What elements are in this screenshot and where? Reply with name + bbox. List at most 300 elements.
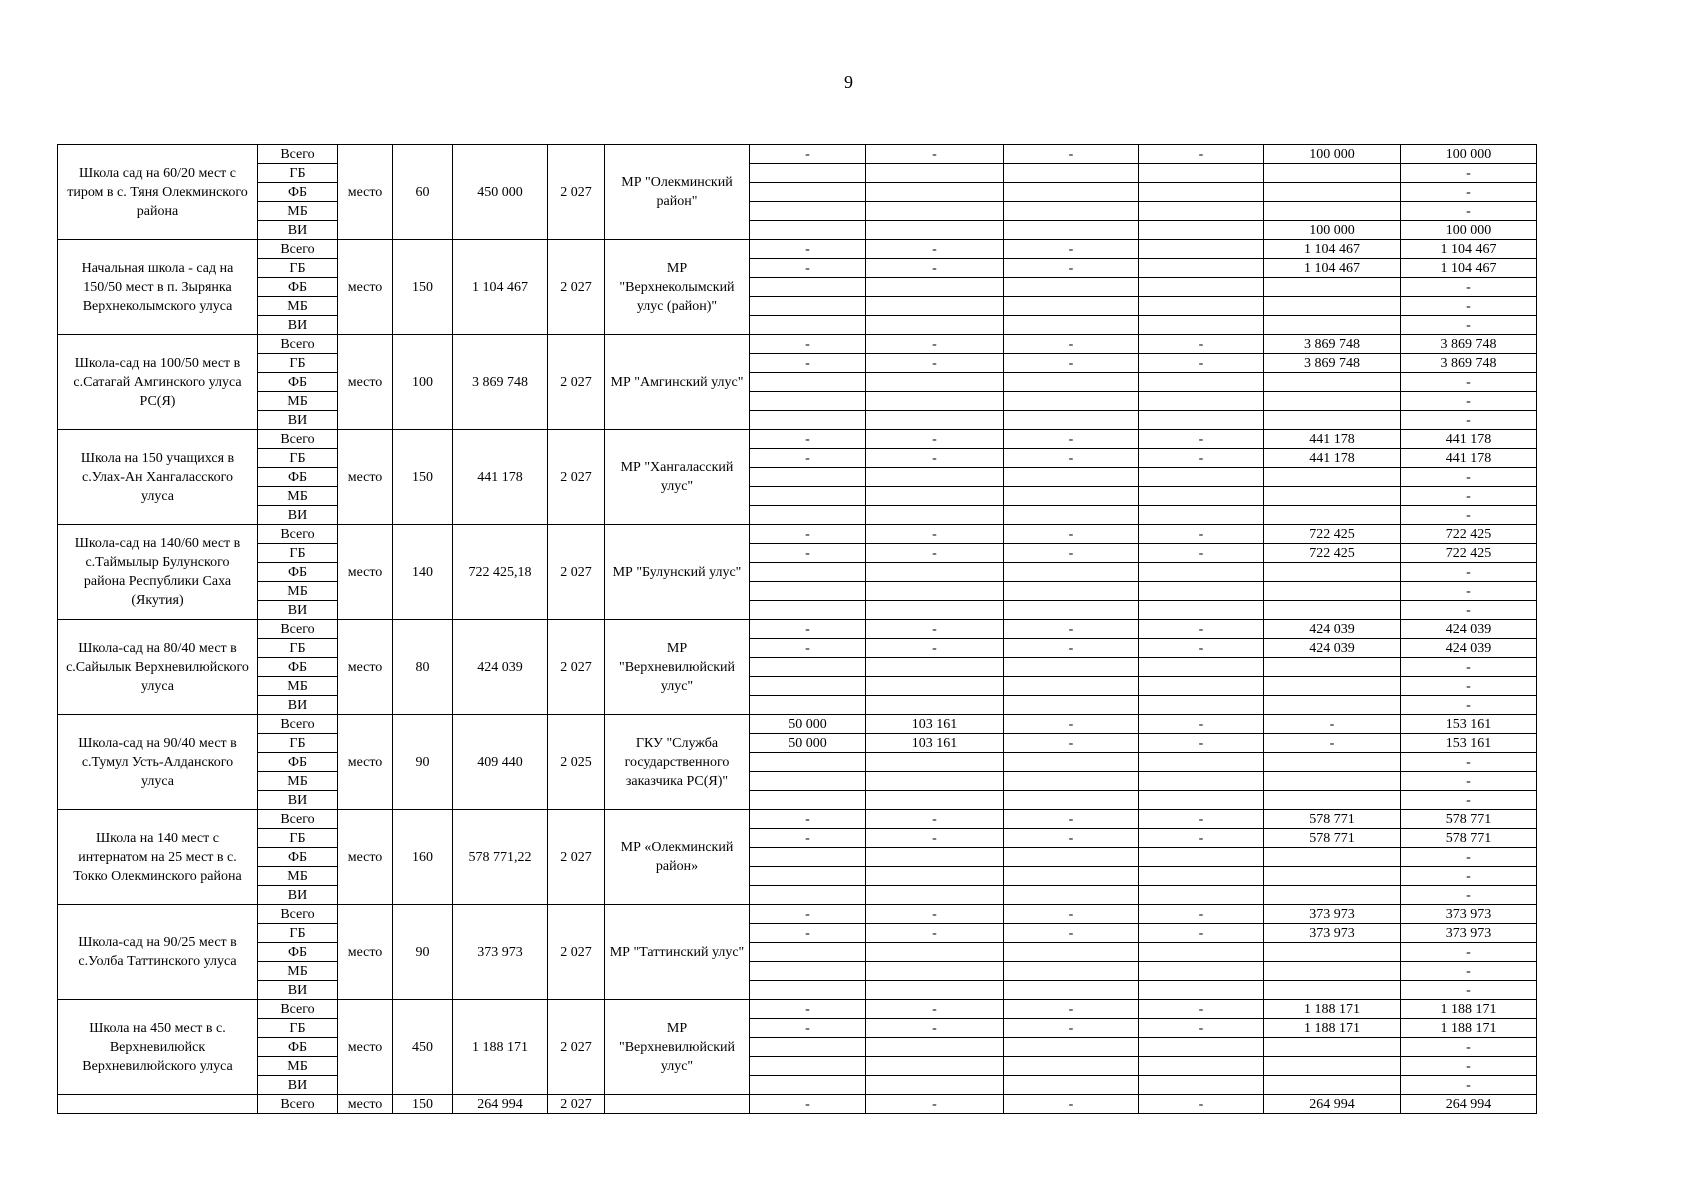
amount-cell	[1004, 468, 1139, 487]
amount-cell: -	[750, 620, 866, 639]
amount-cell: -	[750, 240, 866, 259]
table-row	[58, 221, 1537, 240]
amount-cell: 373 973	[1401, 924, 1537, 943]
cost-cell: 264 994	[453, 1095, 548, 1114]
amount-cell: -	[1264, 734, 1401, 753]
funding-source-cell: ВИ	[258, 601, 338, 620]
capacity-cell: 150	[393, 1095, 453, 1114]
amount-cell: 441 178	[1264, 430, 1401, 449]
amount-cell: -	[866, 829, 1004, 848]
amount-cell: 373 973	[1401, 905, 1537, 924]
capacity-cell: 450	[393, 1000, 453, 1095]
table-row	[58, 411, 1537, 430]
amount-cell	[1004, 373, 1139, 392]
amount-cell	[866, 582, 1004, 601]
amount-cell: -	[1401, 601, 1537, 620]
table-row	[58, 183, 1537, 202]
amount-cell	[866, 943, 1004, 962]
amount-cell: 722 425	[1401, 544, 1537, 563]
customer-cell: МР "Амгинский улус"	[605, 335, 750, 430]
amount-cell: -	[866, 639, 1004, 658]
amount-cell: -	[1401, 392, 1537, 411]
amount-cell	[750, 506, 866, 525]
table-row	[58, 677, 1537, 696]
amount-cell	[1264, 886, 1401, 905]
amount-cell	[866, 506, 1004, 525]
customer-cell	[605, 1095, 750, 1114]
amount-cell: 100 000	[1264, 145, 1401, 164]
amount-cell	[1264, 487, 1401, 506]
amount-cell	[1264, 981, 1401, 1000]
amount-cell	[1004, 962, 1139, 981]
amount-cell: 50 000	[750, 734, 866, 753]
amount-cell	[1264, 696, 1401, 715]
amount-cell: -	[1139, 1000, 1264, 1019]
amount-cell	[1139, 563, 1264, 582]
table-row	[58, 905, 1537, 924]
funding-source-cell: Всего	[258, 145, 338, 164]
table-row	[58, 544, 1537, 563]
amount-cell	[866, 886, 1004, 905]
table-row	[58, 259, 1537, 278]
amount-cell: -	[750, 449, 866, 468]
amount-cell: -	[1004, 449, 1139, 468]
amount-cell	[1139, 848, 1264, 867]
year-cell: 2 027	[548, 145, 605, 240]
amount-cell	[866, 164, 1004, 183]
amount-cell	[866, 1076, 1004, 1095]
amount-cell	[1264, 772, 1401, 791]
amount-cell	[1004, 392, 1139, 411]
amount-cell	[866, 848, 1004, 867]
amount-cell: 264 994	[1264, 1095, 1401, 1114]
funding-source-cell: МБ	[258, 297, 338, 316]
customer-cell: МР "Верхнеколымский улус (район)"	[605, 240, 750, 335]
funding-source-cell: ФБ	[258, 753, 338, 772]
amount-cell: 1 104 467	[1264, 259, 1401, 278]
amount-cell	[1004, 297, 1139, 316]
amount-cell	[750, 1076, 866, 1095]
cost-cell: 424 039	[453, 620, 548, 715]
amount-cell	[1004, 278, 1139, 297]
amount-cell: -	[1401, 772, 1537, 791]
capacity-cell: 150	[393, 240, 453, 335]
amount-cell	[750, 962, 866, 981]
amount-cell: 100 000	[1401, 145, 1537, 164]
amount-cell: -	[866, 1019, 1004, 1038]
table-row	[58, 829, 1537, 848]
amount-cell: -	[1004, 810, 1139, 829]
funding-source-cell: ФБ	[258, 848, 338, 867]
amount-cell: 1 104 467	[1401, 240, 1537, 259]
amount-cell: -	[1004, 145, 1139, 164]
unit-cell: место	[338, 810, 393, 905]
amount-cell: -	[1401, 962, 1537, 981]
amount-cell: -	[750, 1019, 866, 1038]
amount-cell: 153 161	[1401, 734, 1537, 753]
unit-cell: место	[338, 335, 393, 430]
amount-cell	[866, 411, 1004, 430]
amount-cell: -	[1139, 924, 1264, 943]
funding-source-cell: Всего	[258, 240, 338, 259]
table-row	[58, 354, 1537, 373]
customer-cell: МР "Таттинский улус"	[605, 905, 750, 1000]
amount-cell	[866, 753, 1004, 772]
amount-cell	[866, 221, 1004, 240]
amount-cell	[1264, 316, 1401, 335]
amount-cell: -	[1139, 430, 1264, 449]
amount-cell	[750, 468, 866, 487]
amount-cell: -	[1401, 183, 1537, 202]
funding-source-cell: Всего	[258, 810, 338, 829]
amount-cell: -	[1401, 411, 1537, 430]
amount-cell	[1004, 1076, 1139, 1095]
amount-cell: -	[1139, 1019, 1264, 1038]
unit-cell: место	[338, 430, 393, 525]
amount-cell: -	[866, 430, 1004, 449]
amount-cell: -	[866, 240, 1004, 259]
amount-cell: 1 104 467	[1401, 259, 1537, 278]
capacity-cell: 80	[393, 620, 453, 715]
year-cell: 2 027	[548, 335, 605, 430]
amount-cell: -	[1401, 297, 1537, 316]
table-row	[58, 297, 1537, 316]
year-cell: 2 027	[548, 905, 605, 1000]
year-cell: 2 025	[548, 715, 605, 810]
amount-cell	[1004, 487, 1139, 506]
amount-cell: 722 425	[1264, 525, 1401, 544]
object-name-cell: Начальная школа - сад на 150/50 мест в п. Зырянка Верхнеколымского улуса	[58, 240, 258, 335]
unit-cell: место	[338, 905, 393, 1000]
amount-cell	[1264, 677, 1401, 696]
amount-cell: -	[1004, 1095, 1139, 1114]
amount-cell	[1139, 601, 1264, 620]
table-row	[58, 848, 1537, 867]
amount-cell: 373 973	[1264, 924, 1401, 943]
amount-cell: -	[1139, 544, 1264, 563]
amount-cell: 1 188 171	[1264, 1019, 1401, 1038]
amount-cell: -	[866, 1095, 1004, 1114]
capacity-cell: 60	[393, 145, 453, 240]
funding-source-cell: ВИ	[258, 791, 338, 810]
amount-cell: -	[866, 259, 1004, 278]
amount-cell	[750, 677, 866, 696]
table-row	[58, 962, 1537, 981]
amount-cell: -	[1401, 278, 1537, 297]
amount-cell: -	[750, 905, 866, 924]
amount-cell	[750, 658, 866, 677]
table-row	[58, 886, 1537, 905]
amount-cell	[1004, 601, 1139, 620]
table-row	[58, 924, 1537, 943]
amount-cell	[1139, 582, 1264, 601]
amount-cell: -	[750, 354, 866, 373]
table-row	[58, 1038, 1537, 1057]
amount-cell: -	[866, 449, 1004, 468]
amount-cell	[866, 316, 1004, 335]
cost-cell: 450 000	[453, 145, 548, 240]
table-row	[58, 392, 1537, 411]
amount-cell	[1264, 506, 1401, 525]
table-row	[58, 240, 1537, 259]
amount-cell: -	[1004, 354, 1139, 373]
amount-cell: 578 771	[1401, 829, 1537, 848]
amount-cell	[750, 164, 866, 183]
customer-cell: МР "Булунский улус"	[605, 525, 750, 620]
amount-cell	[1264, 867, 1401, 886]
table-row	[58, 715, 1537, 734]
cost-cell: 722 425,18	[453, 525, 548, 620]
table-row	[58, 943, 1537, 962]
table-row	[58, 373, 1537, 392]
amount-cell: 578 771	[1264, 829, 1401, 848]
amount-cell	[1139, 202, 1264, 221]
amount-cell: -	[1401, 848, 1537, 867]
amount-cell	[866, 202, 1004, 221]
amount-cell	[1264, 297, 1401, 316]
amount-cell: -	[1139, 639, 1264, 658]
amount-cell	[1004, 202, 1139, 221]
cost-cell: 441 178	[453, 430, 548, 525]
amount-cell: -	[1004, 335, 1139, 354]
amount-cell: -	[1401, 487, 1537, 506]
amount-cell: -	[1401, 981, 1537, 1000]
table-row	[58, 525, 1537, 544]
amount-cell	[866, 392, 1004, 411]
funding-source-cell: Всего	[258, 525, 338, 544]
amount-cell	[1264, 943, 1401, 962]
amount-cell	[750, 791, 866, 810]
amount-cell: 1 188 171	[1264, 1000, 1401, 1019]
cost-cell: 578 771,22	[453, 810, 548, 905]
funding-source-cell: ВИ	[258, 506, 338, 525]
capacity-cell: 140	[393, 525, 453, 620]
amount-cell: -	[1004, 259, 1139, 278]
amount-cell: -	[1401, 582, 1537, 601]
page-number: 9	[844, 72, 853, 92]
customer-cell: ГКУ "Служба государственного заказчика РС(Я)"	[605, 715, 750, 810]
amount-cell: 100 000	[1264, 221, 1401, 240]
amount-cell: -	[1139, 145, 1264, 164]
funding-source-cell: Всего	[258, 905, 338, 924]
amount-cell: -	[1004, 240, 1139, 259]
amount-cell	[866, 278, 1004, 297]
amount-cell: -	[1401, 1076, 1537, 1095]
amount-cell	[1264, 1038, 1401, 1057]
funding-source-cell: Всего	[258, 715, 338, 734]
amount-cell	[750, 373, 866, 392]
unit-cell: место	[338, 1000, 393, 1095]
amount-cell: 3 869 748	[1264, 354, 1401, 373]
table-row	[58, 145, 1537, 164]
amount-cell	[866, 867, 1004, 886]
amount-cell	[1264, 392, 1401, 411]
amount-cell: -	[750, 525, 866, 544]
amount-cell	[750, 601, 866, 620]
capacity-cell: 90	[393, 715, 453, 810]
amount-cell: -	[1139, 525, 1264, 544]
amount-cell	[866, 677, 1004, 696]
amount-cell: 578 771	[1401, 810, 1537, 829]
amount-cell	[1004, 582, 1139, 601]
amount-cell: 153 161	[1401, 715, 1537, 734]
funding-source-cell: МБ	[258, 1057, 338, 1076]
amount-cell	[1004, 1038, 1139, 1057]
amount-cell	[1004, 772, 1139, 791]
object-name-cell: Школа на 150 учащихся в с.Улах-Ан Хангаласского улуса	[58, 430, 258, 525]
table-row	[58, 487, 1537, 506]
funding-source-cell: ФБ	[258, 468, 338, 487]
amount-cell	[1139, 1038, 1264, 1057]
amount-cell: -	[750, 544, 866, 563]
unit-cell: место	[338, 715, 393, 810]
amount-cell: 424 039	[1401, 620, 1537, 639]
amount-cell	[750, 772, 866, 791]
amount-cell: -	[1401, 677, 1537, 696]
table-row	[58, 1076, 1537, 1095]
funding-source-cell: ГБ	[258, 449, 338, 468]
object-name-cell: Школа на 140 мест с интернатом на 25 мест в с. Токко Олекминского района	[58, 810, 258, 905]
amount-cell	[1264, 582, 1401, 601]
funding-source-cell: ВИ	[258, 221, 338, 240]
table-row	[58, 335, 1537, 354]
amount-cell: -	[1004, 620, 1139, 639]
amount-cell: -	[750, 924, 866, 943]
amount-cell	[1004, 943, 1139, 962]
amount-cell	[750, 411, 866, 430]
amount-cell	[1139, 506, 1264, 525]
table-row	[58, 582, 1537, 601]
amount-cell: -	[866, 1000, 1004, 1019]
amount-cell: 264 994	[1401, 1095, 1537, 1114]
funding-source-cell: ГБ	[258, 734, 338, 753]
amount-cell: -	[1004, 430, 1139, 449]
amount-cell	[1139, 981, 1264, 1000]
capacity-cell: 90	[393, 905, 453, 1000]
amount-cell: -	[866, 924, 1004, 943]
amount-cell	[750, 753, 866, 772]
amount-cell: -	[866, 620, 1004, 639]
amount-cell	[1004, 221, 1139, 240]
amount-cell	[866, 373, 1004, 392]
table-row	[58, 164, 1537, 183]
amount-cell	[1139, 677, 1264, 696]
object-name-cell	[58, 1095, 258, 1114]
capacity-cell: 100	[393, 335, 453, 430]
amount-cell: 1 104 467	[1264, 240, 1401, 259]
capacity-cell: 150	[393, 430, 453, 525]
funding-source-cell: Всего	[258, 620, 338, 639]
amount-cell	[1264, 411, 1401, 430]
amount-cell	[1139, 1057, 1264, 1076]
amount-cell: -	[1139, 734, 1264, 753]
amount-cell	[1264, 791, 1401, 810]
table-row	[58, 734, 1537, 753]
cost-cell: 373 973	[453, 905, 548, 1000]
amount-cell: 100 000	[1401, 221, 1537, 240]
funding-source-cell: ГБ	[258, 544, 338, 563]
amount-cell	[866, 468, 1004, 487]
object-name-cell: Школа-сад на 100/50 мест в с.Сатагай Амгинского улуса РС(Я)	[58, 335, 258, 430]
amount-cell	[750, 1038, 866, 1057]
table-row	[58, 1019, 1537, 1038]
amount-cell: -	[1401, 658, 1537, 677]
amount-cell: 373 973	[1264, 905, 1401, 924]
funding-source-cell: ФБ	[258, 373, 338, 392]
amount-cell: -	[1401, 202, 1537, 221]
amount-cell	[1139, 867, 1264, 886]
amount-cell: 424 039	[1264, 639, 1401, 658]
amount-cell: -	[1401, 468, 1537, 487]
amount-cell: -	[1401, 753, 1537, 772]
amount-cell	[1139, 183, 1264, 202]
amount-cell	[1264, 373, 1401, 392]
amount-cell: -	[1401, 943, 1537, 962]
table-row	[58, 791, 1537, 810]
funding-source-cell: ФБ	[258, 1038, 338, 1057]
funding-source-cell: ФБ	[258, 183, 338, 202]
amount-cell	[1264, 164, 1401, 183]
object-name-cell: Школа-сад на 80/40 мест в с.Сайылык Верхневилюйского улуса	[58, 620, 258, 715]
amount-cell	[1139, 962, 1264, 981]
amount-cell: -	[1401, 696, 1537, 715]
amount-cell	[866, 962, 1004, 981]
customer-cell: МР "Верхневилюйский улус"	[605, 1000, 750, 1095]
amount-cell	[750, 297, 866, 316]
object-name-cell: Школа на 450 мест в с. Верхневилюйск Верхневилюйского улуса	[58, 1000, 258, 1095]
amount-cell: -	[1401, 506, 1537, 525]
amount-cell: -	[866, 354, 1004, 373]
amount-cell	[1264, 848, 1401, 867]
funding-source-cell: МБ	[258, 867, 338, 886]
amount-cell: -	[1401, 791, 1537, 810]
year-cell: 2 027	[548, 525, 605, 620]
amount-cell	[1264, 468, 1401, 487]
amount-cell	[1004, 183, 1139, 202]
amount-cell	[750, 278, 866, 297]
amount-cell	[1264, 278, 1401, 297]
amount-cell: -	[750, 430, 866, 449]
amount-cell	[1139, 259, 1264, 278]
table-row	[58, 639, 1537, 658]
amount-cell: -	[1139, 810, 1264, 829]
table-row	[58, 1000, 1537, 1019]
amount-cell	[1139, 392, 1264, 411]
amount-cell: 722 425	[1401, 525, 1537, 544]
amount-cell	[750, 221, 866, 240]
table-row	[58, 658, 1537, 677]
amount-cell: -	[1401, 316, 1537, 335]
amount-cell	[750, 563, 866, 582]
table-row	[58, 202, 1537, 221]
cost-cell: 3 869 748	[453, 335, 548, 430]
funding-source-cell: Всего	[258, 430, 338, 449]
amount-cell: -	[1004, 734, 1139, 753]
amount-cell: 441 178	[1401, 449, 1537, 468]
unit-cell: место	[338, 620, 393, 715]
funding-source-cell: ВИ	[258, 316, 338, 335]
table-row	[58, 430, 1537, 449]
funding-source-cell: МБ	[258, 962, 338, 981]
amount-cell	[750, 943, 866, 962]
amount-cell	[866, 696, 1004, 715]
table-row	[58, 316, 1537, 335]
amount-cell: 1 188 171	[1401, 1000, 1537, 1019]
amount-cell: 103 161	[866, 715, 1004, 734]
amount-cell	[1139, 468, 1264, 487]
funding-source-cell: ГБ	[258, 639, 338, 658]
funding-source-cell: ФБ	[258, 278, 338, 297]
